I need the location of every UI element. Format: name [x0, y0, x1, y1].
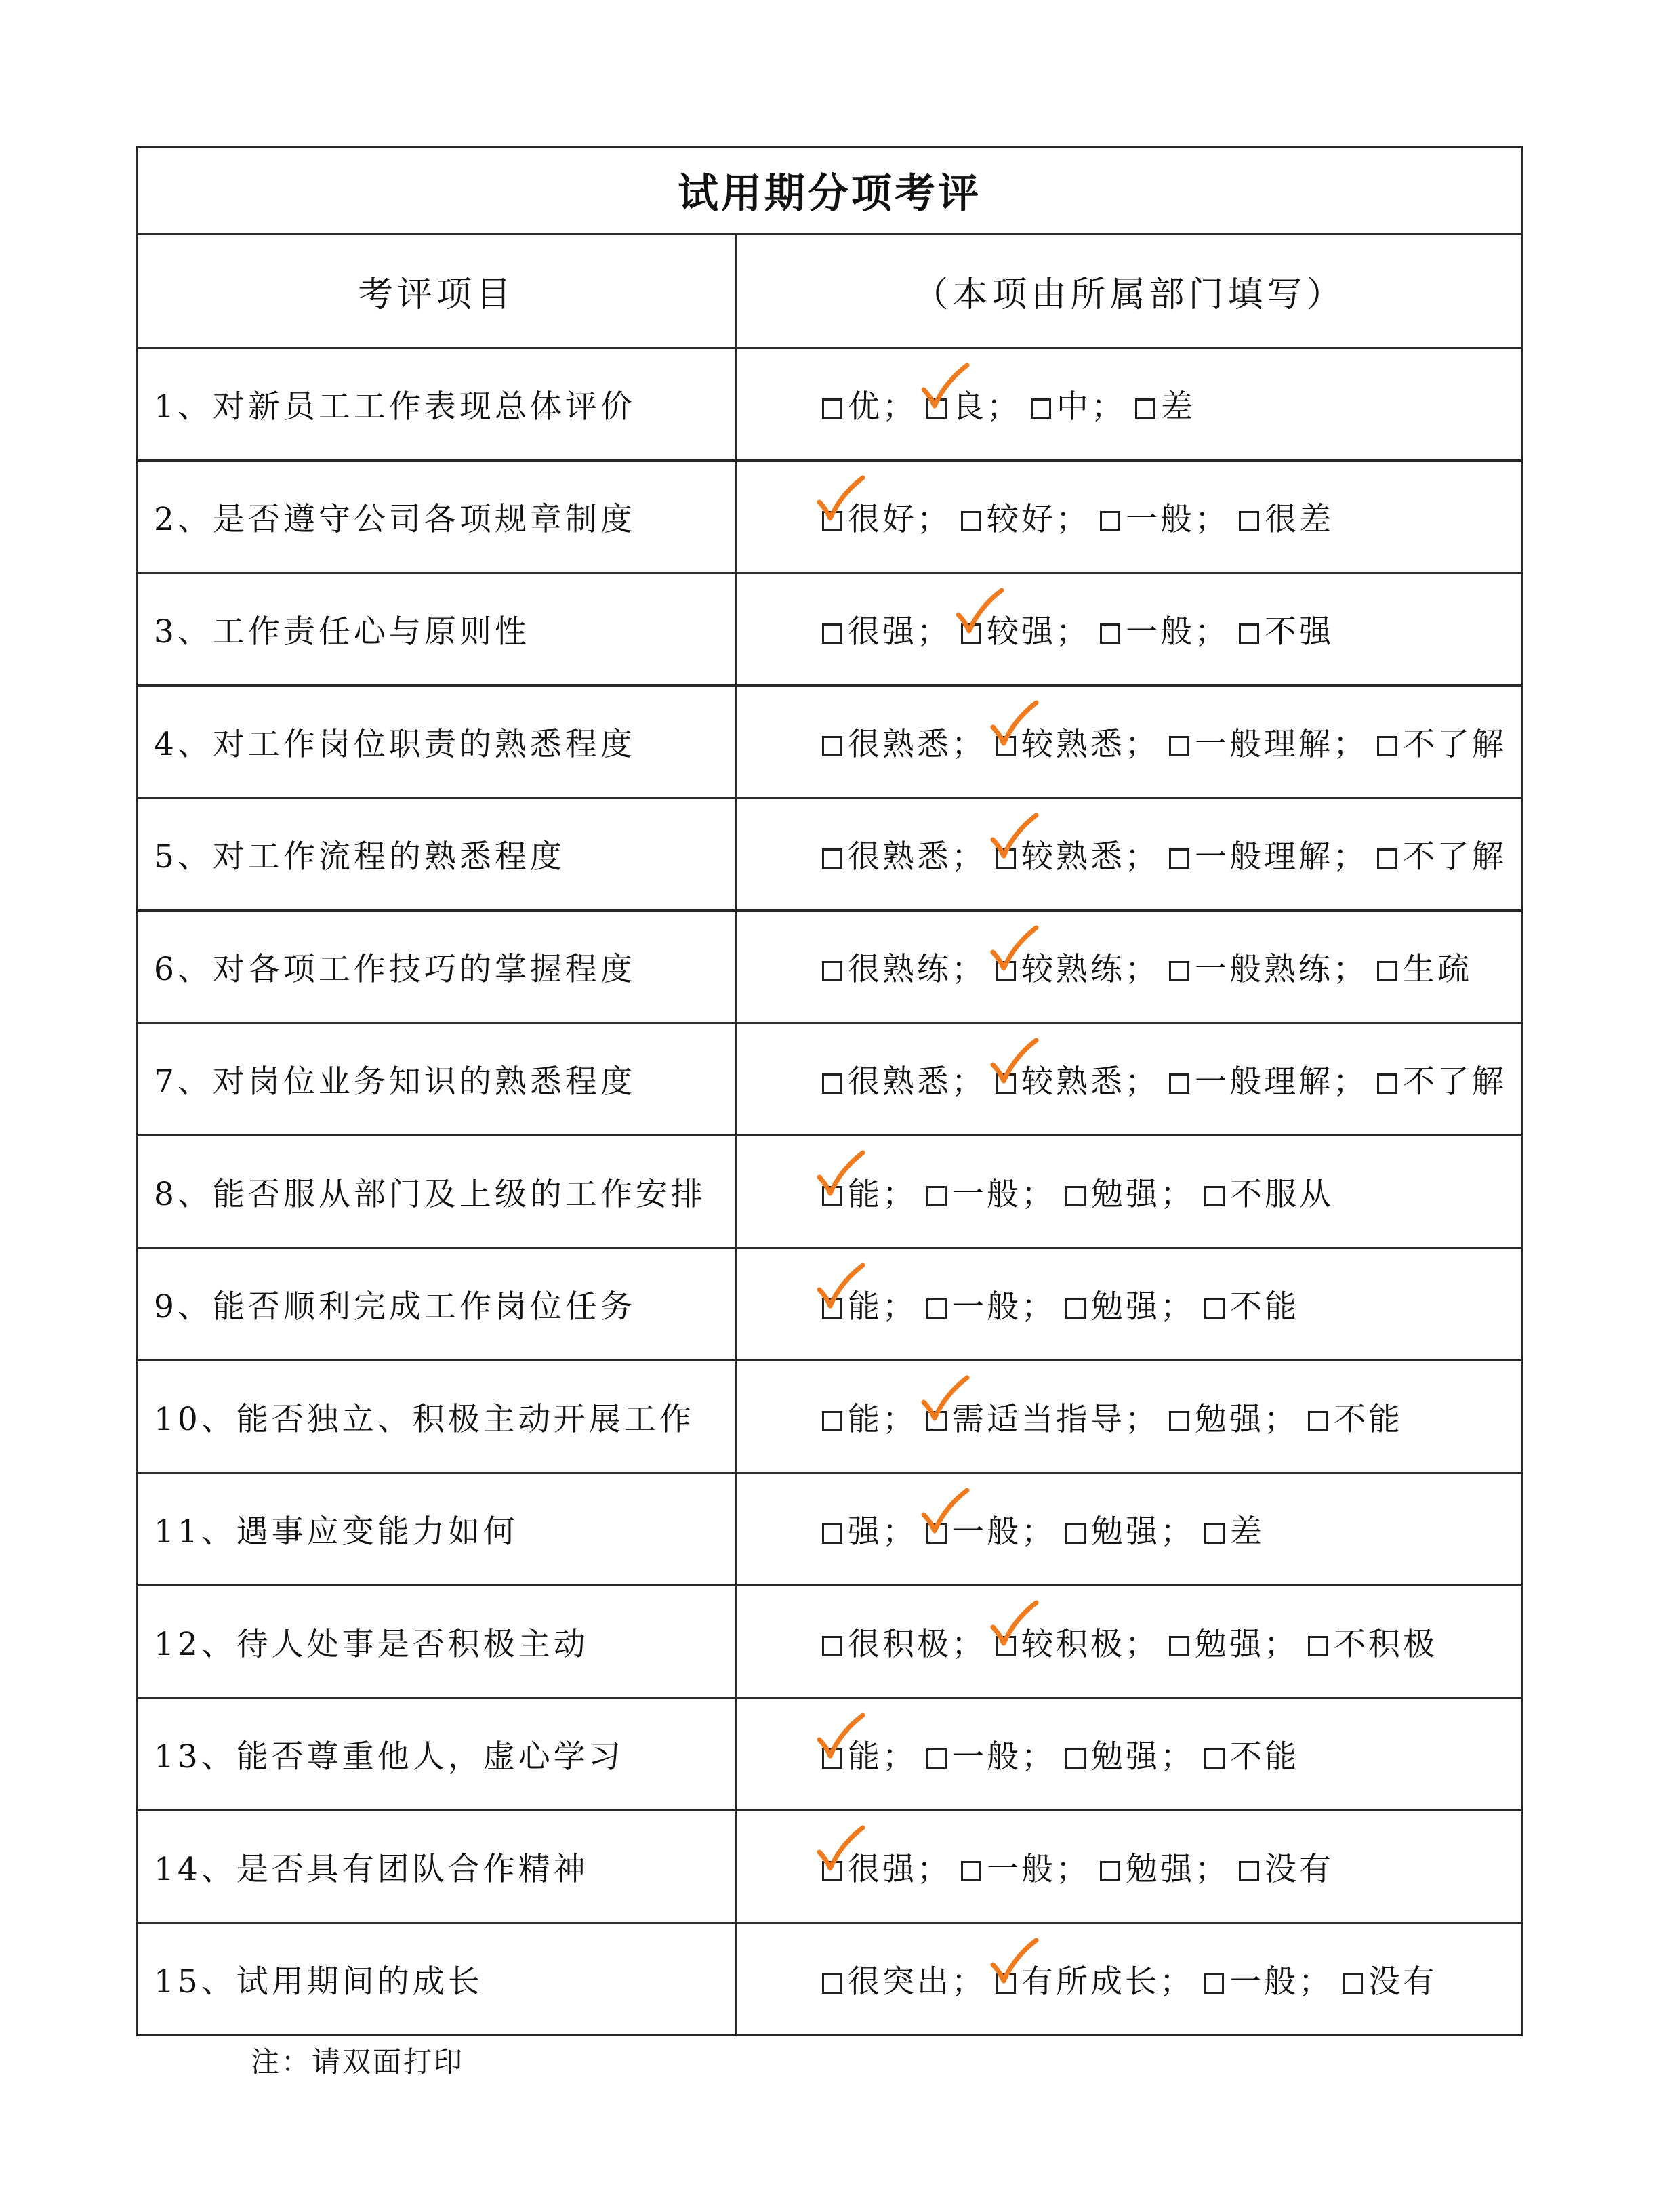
option-label: 需适当指导 — [952, 1401, 1125, 1438]
option-label: 很熟练 — [848, 951, 951, 988]
rating-options — [737, 1023, 1523, 1136]
checkbox[interactable] — [822, 623, 842, 644]
rating-option[interactable] — [996, 944, 1125, 989]
checkmark-icon — [989, 1599, 1039, 1650]
option-separator: ； — [917, 1851, 949, 1888]
table-row — [137, 1473, 1523, 1586]
rating-options — [737, 1136, 1523, 1248]
checkbox[interactable] — [1204, 1973, 1224, 1994]
rating-option[interactable] — [1239, 1844, 1334, 1889]
checkbox[interactable] — [822, 1636, 842, 1656]
checkbox[interactable] — [1204, 1523, 1225, 1544]
rating-option[interactable] — [822, 1957, 951, 2002]
rating-option[interactable] — [1031, 382, 1091, 427]
rating-options — [737, 798, 1523, 911]
option-label: 较强 — [987, 613, 1056, 651]
checkbox[interactable] — [926, 1748, 947, 1769]
checkbox[interactable] — [926, 1186, 947, 1206]
checkbox[interactable] — [1065, 1748, 1086, 1769]
rating-options — [737, 1473, 1523, 1586]
option-label: 很强 — [848, 1851, 917, 1888]
option-label: 一般 — [1126, 501, 1195, 538]
option-label: 勉强 — [1195, 1401, 1264, 1438]
evaluation-item: 8、能否服从部门及上级的工作安排 — [137, 1136, 737, 1248]
header-item-column: 考评项目 — [137, 234, 737, 348]
evaluation-item: 13、能否尊重他人，虚心学习 — [137, 1698, 737, 1811]
option-label: 很积极 — [848, 1626, 951, 1663]
option-separator: ； — [1125, 838, 1157, 876]
rating-option[interactable] — [1065, 1282, 1160, 1327]
rating-option[interactable] — [1204, 1169, 1334, 1214]
option-separator: ； — [882, 1738, 914, 1776]
option-separator: ； — [882, 388, 914, 426]
rating-options — [737, 911, 1523, 1023]
checkmark-icon — [815, 1711, 865, 1763]
rating-option[interactable] — [926, 1282, 1021, 1327]
option-label: 勉强 — [1126, 1851, 1195, 1888]
evaluation-item: 15、试用期间的成长 — [137, 1923, 737, 2036]
option-separator: ； — [951, 1063, 983, 1101]
option-label: 勉强 — [1195, 1626, 1264, 1663]
option-label: 较熟练 — [1021, 951, 1125, 988]
option-separator: ； — [1125, 1063, 1157, 1101]
rating-option[interactable] — [996, 719, 1125, 764]
rating-option[interactable] — [1204, 1732, 1299, 1777]
option-separator: ； — [951, 726, 983, 763]
table-row — [137, 1136, 1523, 1248]
option-separator: ； — [1160, 1738, 1192, 1776]
rating-option[interactable] — [996, 1619, 1125, 1664]
rating-option[interactable] — [822, 832, 951, 877]
option-separator: ； — [1298, 1963, 1330, 2001]
rating-option[interactable] — [1065, 1732, 1160, 1777]
option-label: 一般 — [952, 1738, 1021, 1776]
option-label: 一般熟练 — [1195, 951, 1333, 988]
checkbox[interactable] — [961, 1861, 981, 1881]
option-label: 很熟悉 — [848, 1063, 951, 1101]
checkbox[interactable] — [1239, 623, 1259, 644]
rating-options — [737, 1361, 1523, 1473]
option-label: 较积极 — [1021, 1626, 1125, 1663]
rating-option[interactable] — [926, 382, 987, 427]
option-separator: ； — [1125, 1626, 1157, 1663]
option-label: 能 — [848, 1401, 882, 1438]
option-separator: ； — [1021, 1513, 1053, 1551]
evaluation-item: 10、能否独立、积极主动开展工作 — [137, 1361, 737, 1473]
rating-option[interactable] — [1169, 719, 1333, 764]
checkbox[interactable] — [1204, 1748, 1225, 1769]
rating-option[interactable] — [1065, 1507, 1160, 1552]
rating-option[interactable] — [822, 382, 882, 427]
rating-option[interactable] — [996, 1057, 1125, 1102]
checkmark-icon — [815, 1261, 865, 1313]
rating-option[interactable] — [1377, 1057, 1507, 1102]
evaluation-item: 7、对岗位业务知识的熟悉程度 — [137, 1023, 737, 1136]
checkbox[interactable] — [1100, 511, 1120, 531]
option-separator: ； — [917, 501, 949, 538]
rating-option[interactable] — [996, 1957, 1160, 2002]
evaluation-item: 1、对新员工工作表现总体评价 — [137, 348, 737, 461]
table-row — [137, 1023, 1523, 1136]
checkbox[interactable] — [1031, 398, 1051, 419]
rating-option[interactable] — [1308, 1394, 1403, 1439]
rating-option[interactable] — [1204, 1507, 1265, 1552]
option-label: 很熟悉 — [848, 726, 951, 763]
rating-options — [737, 686, 1523, 798]
checkbox[interactable] — [1065, 1186, 1086, 1206]
evaluation-item: 2、是否遵守公司各项规章制度 — [137, 461, 737, 573]
checkbox[interactable] — [822, 1973, 842, 1994]
option-separator: ； — [882, 1513, 914, 1551]
option-separator: ； — [1056, 501, 1088, 538]
checkbox[interactable] — [1169, 1073, 1189, 1094]
table-row — [137, 1586, 1523, 1698]
option-separator: ； — [1160, 1963, 1191, 2001]
checkbox[interactable] — [1135, 398, 1155, 419]
checkbox[interactable] — [822, 736, 842, 756]
option-separator: ； — [1125, 951, 1157, 988]
option-label: 一般理解 — [1195, 838, 1333, 876]
rating-option[interactable] — [1169, 832, 1333, 877]
option-separator: ； — [1195, 613, 1227, 651]
option-label: 中 — [1057, 388, 1091, 426]
checkbox[interactable] — [1169, 1411, 1189, 1431]
rating-option[interactable] — [1169, 944, 1333, 989]
rating-options — [737, 1811, 1523, 1923]
option-label: 不能 — [1230, 1288, 1299, 1326]
checkmark-icon — [989, 1936, 1039, 1988]
rating-option[interactable] — [822, 1057, 951, 1102]
rating-option[interactable] — [926, 1394, 1125, 1439]
rating-option[interactable] — [1135, 382, 1195, 427]
rating-option[interactable] — [822, 719, 951, 764]
option-separator: ； — [987, 388, 1019, 426]
option-label: 有所成长 — [1021, 1963, 1160, 2001]
rating-option[interactable] — [822, 494, 917, 539]
option-separator: ； — [1264, 1401, 1296, 1438]
option-label: 能 — [848, 1176, 882, 1213]
option-separator: ； — [951, 1963, 983, 2001]
evaluation-item: 14、是否具有团队合作精神 — [137, 1811, 737, 1923]
option-separator: ； — [1056, 1851, 1088, 1888]
checkbox[interactable] — [1343, 1973, 1363, 1994]
option-label: 不强 — [1265, 613, 1334, 651]
option-separator: ； — [1264, 1626, 1296, 1663]
table-row — [137, 1811, 1523, 1923]
option-label: 较好 — [987, 501, 1056, 538]
option-label: 差 — [1230, 1513, 1265, 1551]
checkbox[interactable] — [822, 398, 842, 419]
checkbox[interactable] — [1308, 1636, 1328, 1656]
rating-option[interactable] — [1169, 1394, 1264, 1439]
option-label: 一般理解 — [1195, 726, 1333, 763]
rating-option[interactable] — [1204, 1282, 1299, 1327]
rating-option[interactable] — [1100, 607, 1195, 652]
option-label: 强 — [848, 1513, 882, 1551]
rating-option[interactable] — [961, 1844, 1056, 1889]
option-label: 较熟悉 — [1021, 726, 1125, 763]
rating-option[interactable] — [822, 1282, 882, 1327]
option-label: 一般 — [1126, 613, 1195, 651]
option-label: 生疏 — [1403, 951, 1472, 988]
option-label: 不了解 — [1403, 838, 1507, 876]
option-separator: ； — [882, 1401, 914, 1438]
option-separator: ； — [1125, 726, 1157, 763]
rating-option[interactable] — [822, 1394, 882, 1439]
option-label: 一般 — [952, 1288, 1021, 1326]
checkbox[interactable] — [1100, 1861, 1120, 1881]
checkbox[interactable] — [822, 961, 842, 981]
checkbox[interactable] — [1239, 511, 1259, 531]
option-separator: ； — [1160, 1513, 1192, 1551]
option-label: 勉强 — [1091, 1738, 1160, 1776]
evaluation-item: 11、遇事应变能力如何 — [137, 1473, 737, 1586]
rating-option[interactable] — [1239, 607, 1334, 652]
rating-option[interactable] — [1239, 494, 1334, 539]
table-row — [137, 573, 1523, 686]
rating-option[interactable] — [822, 1619, 951, 1664]
evaluation-item: 12、待人处事是否积极主动 — [137, 1586, 737, 1698]
checkbox[interactable] — [1377, 848, 1397, 869]
option-label: 没有 — [1265, 1851, 1334, 1888]
option-separator: ； — [1021, 1176, 1053, 1213]
table-row — [137, 461, 1523, 573]
rating-option[interactable] — [1065, 1169, 1160, 1214]
option-label: 优 — [848, 388, 882, 426]
rating-option[interactable] — [822, 1169, 882, 1214]
option-label: 勉强 — [1091, 1513, 1160, 1551]
option-separator: ； — [1091, 388, 1123, 426]
rating-options — [737, 1586, 1523, 1698]
checkbox[interactable] — [1377, 961, 1397, 981]
checkbox[interactable] — [961, 511, 981, 531]
option-separator: ； — [1195, 501, 1227, 538]
checkmark-icon — [989, 924, 1039, 975]
rating-option[interactable] — [926, 1507, 1021, 1552]
form-title: 试用期分项考评 — [137, 147, 1523, 234]
footer-note: 注：请双面打印 — [251, 2045, 465, 2078]
option-label: 能 — [848, 1288, 882, 1326]
checkbox[interactable] — [1169, 1636, 1189, 1656]
rating-option[interactable] — [822, 944, 951, 989]
checkbox[interactable] — [1308, 1411, 1328, 1431]
table-row — [137, 1361, 1523, 1473]
rating-options — [737, 1248, 1523, 1361]
option-label: 不能 — [1334, 1401, 1403, 1438]
option-label: 不能 — [1230, 1738, 1299, 1776]
option-label: 差 — [1161, 388, 1195, 426]
checkmark-icon — [920, 1486, 970, 1538]
rating-option[interactable] — [1204, 1957, 1298, 2002]
checkbox[interactable] — [822, 1411, 842, 1431]
rating-options — [737, 1923, 1523, 2036]
checkbox[interactable] — [1204, 1186, 1225, 1206]
checkmark-icon — [815, 474, 865, 525]
rating-option[interactable] — [996, 832, 1125, 877]
option-separator: ； — [917, 613, 949, 651]
checkbox[interactable] — [1239, 1861, 1259, 1881]
checkmark-icon — [954, 586, 1004, 638]
option-separator: ； — [1021, 1738, 1053, 1776]
rating-option[interactable] — [1377, 719, 1507, 764]
option-label: 一般 — [952, 1176, 1021, 1213]
option-separator: ； — [882, 1288, 914, 1326]
table-row — [137, 1923, 1523, 2036]
option-separator: ； — [1333, 838, 1365, 876]
rating-option[interactable] — [926, 1169, 1021, 1214]
rating-option[interactable] — [1100, 1844, 1195, 1889]
option-separator: ； — [1160, 1288, 1192, 1326]
rating-options — [737, 348, 1523, 461]
title-row — [137, 147, 1523, 234]
option-label: 不服从 — [1230, 1176, 1334, 1213]
checkbox[interactable] — [822, 1073, 842, 1094]
header-rating-column: （本项由所属部门填写） — [737, 234, 1523, 348]
option-separator: ； — [951, 1626, 983, 1663]
checkbox[interactable] — [1377, 736, 1397, 756]
rating-option[interactable] — [1343, 1957, 1437, 2002]
checkbox[interactable] — [1169, 961, 1189, 981]
option-label: 很差 — [1265, 501, 1334, 538]
rating-option[interactable] — [822, 1732, 882, 1777]
checkbox[interactable] — [1065, 1523, 1086, 1544]
option-separator: ； — [1333, 951, 1365, 988]
option-separator: ； — [951, 951, 983, 988]
rating-option[interactable] — [1308, 1619, 1437, 1664]
checkmark-icon — [920, 1374, 970, 1425]
option-label: 很突出 — [848, 1963, 951, 2001]
table-row — [137, 798, 1523, 911]
checkbox[interactable] — [926, 1298, 947, 1319]
option-separator: ； — [1333, 1063, 1365, 1101]
checkbox[interactable] — [1204, 1298, 1225, 1319]
table-row — [137, 1698, 1523, 1811]
table-row — [137, 686, 1523, 798]
rating-option[interactable] — [1377, 832, 1507, 877]
checkbox[interactable] — [822, 848, 842, 869]
rating-option[interactable] — [961, 607, 1056, 652]
option-label: 一般理解 — [1195, 1063, 1333, 1101]
checkmark-icon — [920, 361, 970, 413]
checkmark-icon — [815, 1824, 865, 1875]
checkmark-icon — [989, 699, 1039, 750]
option-separator: ； — [1125, 1401, 1157, 1438]
evaluation-item: 9、能否顺利完成工作岗位任务 — [137, 1248, 737, 1361]
option-label: 一般 — [987, 1851, 1056, 1888]
option-label: 很强 — [848, 613, 917, 651]
evaluation-item: 5、对工作流程的熟悉程度 — [137, 798, 737, 911]
evaluation-table — [136, 146, 1523, 2036]
option-label: 很熟悉 — [848, 838, 951, 876]
checkmark-icon — [989, 1036, 1039, 1088]
rating-option[interactable] — [1100, 494, 1195, 539]
checkbox[interactable] — [822, 1523, 842, 1544]
rating-option[interactable] — [926, 1732, 1021, 1777]
checkbox[interactable] — [1169, 736, 1189, 756]
rating-option[interactable] — [822, 1844, 917, 1889]
rating-option[interactable] — [822, 1507, 882, 1552]
option-label: 勉强 — [1091, 1288, 1160, 1326]
option-label: 很好 — [848, 501, 917, 538]
option-label: 良 — [952, 388, 987, 426]
option-separator: ； — [1333, 726, 1365, 763]
checkmark-icon — [989, 811, 1039, 863]
option-label: 较熟悉 — [1021, 1063, 1125, 1101]
option-label: 不了解 — [1403, 1063, 1507, 1101]
checkbox[interactable] — [1065, 1298, 1086, 1319]
rating-option[interactable] — [1169, 1619, 1264, 1664]
evaluation-item: 6、对各项工作技巧的掌握程度 — [137, 911, 737, 1023]
option-separator: ； — [1021, 1288, 1053, 1326]
option-separator: ； — [1056, 613, 1088, 651]
option-label: 一般 — [1229, 1963, 1298, 2001]
evaluation-item: 4、对工作岗位职责的熟悉程度 — [137, 686, 737, 798]
rating-options — [737, 573, 1523, 686]
option-label: 没有 — [1368, 1963, 1437, 2001]
option-label: 勉强 — [1091, 1176, 1160, 1213]
rating-option[interactable] — [822, 607, 917, 652]
table-row — [137, 348, 1523, 461]
option-label: 一般 — [952, 1513, 1021, 1551]
checkbox[interactable] — [1169, 848, 1189, 869]
checkmark-icon — [815, 1149, 865, 1200]
checkbox[interactable] — [1100, 623, 1120, 644]
option-label: 不积极 — [1334, 1626, 1437, 1663]
option-separator: ； — [1160, 1176, 1192, 1213]
checkbox[interactable] — [1377, 1073, 1397, 1094]
option-label: 不了解 — [1403, 726, 1507, 763]
rating-option[interactable] — [1377, 944, 1472, 989]
header-row — [137, 234, 1523, 348]
table-row — [137, 1248, 1523, 1361]
option-separator: ； — [1195, 1851, 1227, 1888]
evaluation-item: 3、工作责任心与原则性 — [137, 573, 737, 686]
option-separator: ； — [882, 1176, 914, 1213]
rating-options — [737, 1698, 1523, 1811]
option-label: 能 — [848, 1738, 882, 1776]
option-separator: ； — [951, 838, 983, 876]
option-label: 较熟悉 — [1021, 838, 1125, 876]
rating-option[interactable] — [961, 494, 1056, 539]
table-row — [137, 911, 1523, 1023]
rating-option[interactable] — [1169, 1057, 1333, 1102]
rating-options — [737, 461, 1523, 573]
